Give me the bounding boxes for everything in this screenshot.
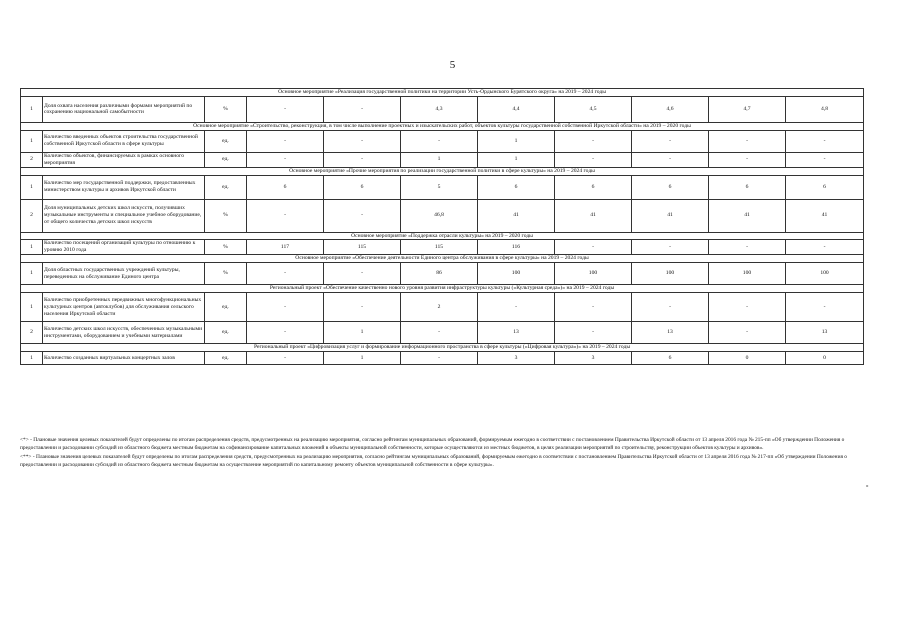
indicator-name-cell: Количество созданных виртуальных концертных залов [43,351,205,364]
indicator-name-cell: Количество детских школ искусств, обеспеченных музыкальными инструментами, оборудованием и учебными материалами [43,322,205,344]
indicator-name-cell: Доля муниципальных детских школ искусств, получивших музыкальные инструменты и специальное учебное оборудование, от общего количества детских школ искусств [43,199,205,232]
section-header-row [21,89,864,97]
value-cell: 6 [709,175,786,199]
value-cell: 13 [786,322,864,344]
footnote-2: <**> - Плановые значения целевых показателей будут определены по итогам распределения средств, предусмотренных на реализацию мероприятия, согласно рейтингам муниципальных образований, формируемым ежегодно в соответствии с постановлением Правительства Иркутской области от 13 апреля 2016 года № 217-пп «Об утверждении Положения о предоставлении и расходовании субсидий из областного бюджета местным бюджетам на осуществление мероприятий по капитальному ремонту объектов муниципальной собственности в сфере культуры». [20,453,847,469]
value-cell: - [401,130,478,152]
value-cell: 100 [555,263,632,285]
value-cell: 41 [709,199,786,232]
value-cell: 100 [709,263,786,285]
indicator-name-cell: Количество приобретенных передвижных многофункциональных культурных центров (автоклубов) для обслуживания сельского населения Иркутской области [43,293,205,322]
section-title: Основное мероприятие «Прочие мероприятия по реализации государственной политики в сфере культуры» на 2019 – 2024 годы [21,167,864,175]
value-cell: 86 [401,263,478,285]
unit-cell: ед. [205,175,247,199]
value-cell: - [247,96,324,122]
value-cell: 1 [478,130,555,152]
unit-cell: ед. [205,351,247,364]
indicator-name-cell: Количество объектов, финансируемых в рамках основного мероприятия [43,152,205,167]
row-number-cell: 1 [21,96,43,122]
indicator-name-cell: Доля областных государственных учреждений культуры, переведенных на обслуживание Единого центра [43,263,205,285]
value-cell: - [709,130,786,152]
footnotes [20,436,863,470]
value-cell: - [247,293,324,322]
indicators-table [20,88,864,365]
value-cell: 3 [555,351,632,364]
value-cell: 13 [632,322,709,344]
table-row [21,240,864,255]
unit-cell: ед. [205,152,247,167]
value-cell: 117 [247,240,324,255]
value-cell: 100 [786,263,864,285]
value-cell: 4,8 [786,96,864,122]
unit-cell: ед. [205,322,247,344]
value-cell: 4,3 [401,96,478,122]
indicator-name-cell: Доля охвата населения различными формами мероприятий по сохранению национальной самобытности [43,96,205,122]
value-cell: - [324,152,401,167]
value-cell: - [555,293,632,322]
value-cell: - [247,351,324,364]
value-cell: - [786,240,864,255]
value-cell: - [555,130,632,152]
value-cell: 41 [786,199,864,232]
value-cell: 6 [478,175,555,199]
row-number-cell: 1 [21,130,43,152]
row-number-cell: 2 [21,152,43,167]
value-cell: - [324,263,401,285]
value-cell: 1 [324,322,401,344]
table-row [21,322,864,344]
value-cell: - [324,293,401,322]
value-cell: - [478,293,555,322]
value-cell: - [632,130,709,152]
row-number-cell: 1 [21,240,43,255]
table-body [21,89,864,365]
value-cell: - [709,152,786,167]
value-cell: - [555,322,632,344]
value-cell: 46,8 [401,199,478,232]
value-cell: 5 [401,175,478,199]
row-number-cell: 1 [21,293,43,322]
table-row [21,130,864,152]
value-cell: - [401,351,478,364]
value-cell: 4,6 [632,96,709,122]
value-cell: 6 [632,175,709,199]
value-cell: 6 [247,175,324,199]
value-cell: - [555,240,632,255]
table-row [21,96,864,122]
row-number-cell: 2 [21,199,43,232]
value-cell: 6 [786,175,864,199]
value-cell: 4,4 [478,96,555,122]
section-title: Региональный проект «Обеспечение качественно нового уровня развития инфраструктуры культуры («Культурная среда»)» на 2019 – 2024 годы [21,285,864,293]
value-cell: 100 [478,263,555,285]
row-number-cell: 1 [21,175,43,199]
row-number-cell: 1 [21,263,43,285]
corner-mark: » [866,484,869,489]
section-header-row [21,167,864,175]
value-cell: - [401,322,478,344]
value-cell: 6 [632,351,709,364]
section-header-row [21,232,864,240]
value-cell: - [247,152,324,167]
section-header-row [21,344,864,352]
value-cell: 0 [786,351,864,364]
value-cell: 41 [632,199,709,232]
value-cell: 41 [555,199,632,232]
value-cell: - [247,199,324,232]
value-cell: 13 [478,322,555,344]
row-number-cell: 2 [21,322,43,344]
section-header-row [21,285,864,293]
unit-cell: % [205,96,247,122]
section-title: Основное мероприятие «Реализация государственной политики на территории Усть-Ордынского Бурятского округа» на 2019 – 2024 годы [21,89,864,97]
value-cell: - [709,240,786,255]
value-cell: - [786,152,864,167]
unit-cell: % [205,199,247,232]
indicator-name-cell: Количество мер государственной поддержки, предоставленных министерством культуры и архивов Иркутской области [43,175,205,199]
row-number-cell: 1 [21,351,43,364]
value-cell: - [324,96,401,122]
value-cell: 1 [478,152,555,167]
value-cell: - [555,152,632,167]
section-header-row [21,122,864,130]
unit-cell: % [205,240,247,255]
value-cell: 115 [324,240,401,255]
value-cell: 2 [401,293,478,322]
value-cell: - [786,130,864,152]
section-title: Основное мероприятие «Обеспечение деятельности Единого центра обслуживания в сфере культуры» на 2019 – 2024 годы [21,255,864,263]
value-cell: - [709,293,786,322]
table-row [21,351,864,364]
unit-cell: % [205,263,247,285]
value-cell: 6 [555,175,632,199]
value-cell: - [247,130,324,152]
footnote-1: <*> - Плановые значения целевых показателей будут определены по итогам распределения средств, предусмотренных на реализацию мероприятия, согласно рейтингам муниципальных образований, формируемым ежегодно в соответствии с постановлением Правительства Иркутской области от 13 апреля 2016 года № 215-пп «Об утверждении Положения о предоставлении и расходовании субсидий из областного бюджета местным бюджетам на софинансирование капитальных вложений в объекты муниципальной собственности, которые осуществляются из местных бюджетов, в целях реализации мероприятий по строительству, реконструкции объектов культуры и архивов». [20,437,845,452]
table-row [21,263,864,285]
value-cell: 3 [478,351,555,364]
indicator-name-cell: Количество посещений организаций культуры по отношению к уровню 2010 года [43,240,205,255]
page-number: 5 [449,59,456,71]
value-cell: 100 [632,263,709,285]
table-row [21,199,864,232]
table-row [21,175,864,199]
unit-cell: ед. [205,130,247,152]
indicator-name-cell: Количество введенных объектов строительства государственной собственной Иркутской области в сфере культуры [43,130,205,152]
value-cell: 116 [478,240,555,255]
value-cell: - [709,322,786,344]
value-cell: - [632,293,709,322]
value-cell: 115 [401,240,478,255]
table-row [21,152,864,167]
value-cell: 4,7 [709,96,786,122]
value-cell: - [324,199,401,232]
value-cell: 6 [324,175,401,199]
section-title: Основное мероприятие «Поддержка отрасли культуры» на 2019 – 2020 годы [21,232,864,240]
table-row [21,293,864,322]
value-cell: - [247,322,324,344]
value-cell: - [786,293,864,322]
value-cell: - [632,152,709,167]
value-cell: 41 [478,199,555,232]
section-title: Основное мероприятие «Строительство, реконструкция, в том числе выполнение проектных и изыскательских работ, объектов культуры государственной собственной Иркутской области» на 2019 – 2020 годы [21,122,864,130]
section-header-row [21,255,864,263]
value-cell: 0 [709,351,786,364]
value-cell: 4,5 [555,96,632,122]
value-cell: 1 [324,351,401,364]
value-cell: - [632,240,709,255]
value-cell: 1 [401,152,478,167]
unit-cell: ед. [205,293,247,322]
section-title: Региональный проект «Цифровизация услуг и формирование информационного пространства в сфере культуры («Цифровая культура»)» на 2019 – 2024 годы [21,344,864,352]
value-cell: - [324,130,401,152]
value-cell: - [247,263,324,285]
